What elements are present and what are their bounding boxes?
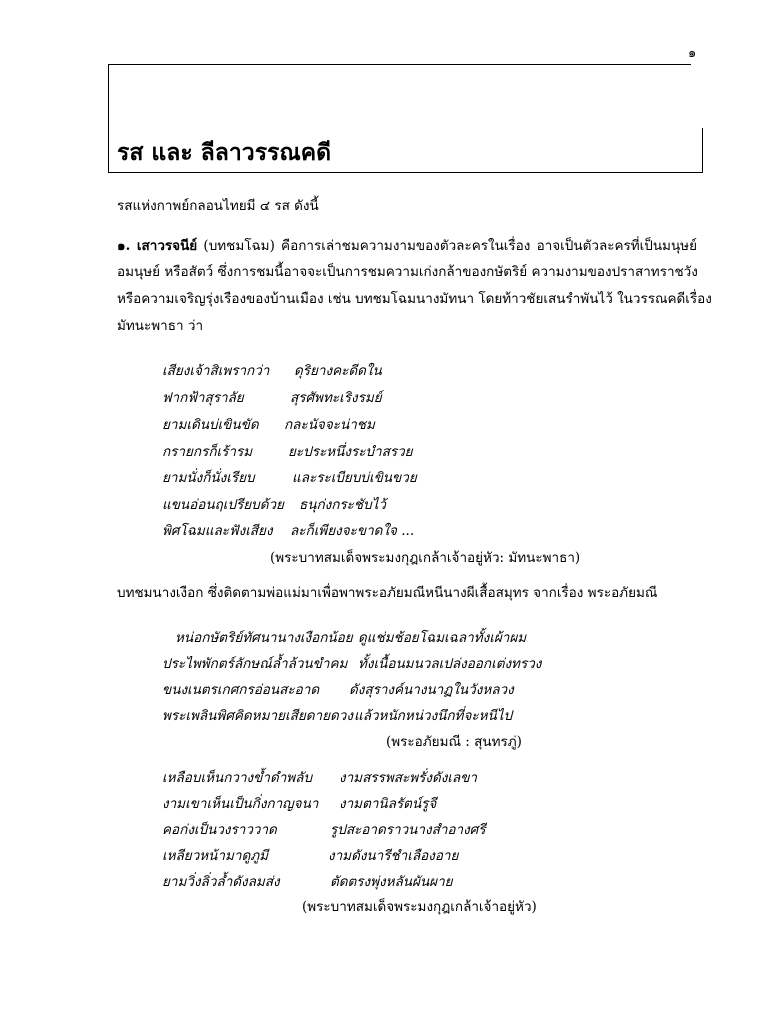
verse-second-half: งามดังนารีชำเลืองอาย	[328, 848, 459, 864]
verse-first-half: พิศโฉมและฟังเสียง	[162, 523, 273, 539]
section-1-line: อมนุษย์ หรือสัตว์ ซึ่งการชมนี้อาจจะเป็นการชมความเก่งกล้าของกษัตริย์ ความงามของปราสาทราชวัง	[117, 264, 698, 280]
verse-first-half: ฟากฟ้าสุราลัย	[162, 390, 244, 406]
verse-second-half: ตัดตรงพุ่งหลันผันผาย	[330, 874, 453, 890]
page-title: รส และ ลีลาวรรณคดี	[117, 139, 332, 166]
verse-first-half: แขนอ่อนฤเปรียบด้วย	[162, 497, 284, 513]
verse-second-half: แล้วหนักหน่วงนึกที่จะหนีไป	[354, 708, 513, 724]
title-frame	[108, 65, 703, 173]
verse-second-half: กละนัจจะน่าชม	[284, 417, 375, 433]
verse-first-half: ประไพพักตร์ลักษณ์ล้ำล้วนขำคม	[162, 656, 348, 672]
paragraph-2: บทชมนางเงือก ซึ่งติดตามพ่อแม่มาเพื่อพาพระอภัยมณีหนีนางผีเสื้อสมุทร จากเรื่อง พระอภัยมณี	[117, 585, 658, 601]
section-1-text: (บทชมโฉม) คือการเล่าชมความงามของตัวละครในเรื่อง อาจเป็นตัวละครที่เป็นมนุษย์	[197, 238, 697, 254]
verse-first-half: เหลียวหน้ามาดูภูมี	[162, 848, 269, 864]
verse-first-half: ยามวิ่งลิ่วล้ำดังลมส่ง	[162, 874, 280, 890]
verse-first-half: ยามนั่งก็นั่งเรียบ	[162, 470, 255, 486]
verse-second-half: งามตานิลรัตน์รูจี	[339, 796, 437, 812]
verse-first-half: หน่อกษัตริย์ทัศนานางเงือกน้อย	[175, 630, 353, 646]
poem-1-source: (พระบาทสมเด็จพระมงกุฎเกล้าเจ้าอยู่หัว: มัทนะพาธา)	[270, 550, 581, 566]
page-number: ๑	[688, 46, 697, 61]
section-1-line: มัทนะพาธา ว่า	[117, 318, 204, 334]
verse-second-half: รูปสะอาดราวนางสำอางศรี	[330, 822, 486, 838]
intro-line: รสแห่งกาพย์กลอนไทยมี ๔ รส ดังนี้	[117, 198, 319, 214]
section-1-line	[117, 240, 697, 254]
verse-first-half: คอก่งเป็นวงราววาด	[162, 822, 277, 838]
verse-second-half: และระเบียบบ่เขินขวย	[292, 470, 417, 486]
poem-3-source: (พระบาทสมเด็จพระมงกุฎเกล้าเจ้าอยู่หัว)	[302, 899, 537, 915]
poem-2-source: (พระอภัยมณี : สุนทรภู่)	[386, 734, 522, 750]
section-1-line: หรือความเจริญรุ่งเรืองของบ้านเมือง เช่น บทชมโฉมนางมัทนา โดยท้าวชัยเสนรำพันไว้ ในวรรณคดีเรื่อง	[117, 291, 712, 307]
verse-first-half: ขนงเนตรเกศกรอ่อนสะอาด	[162, 682, 320, 698]
verse-first-half: พระเพลินพิศคิดหมายเสียดายดวง	[162, 708, 353, 724]
verse-second-half: ธนุก่งกระชับไว้	[299, 497, 387, 513]
verse-second-half: ทั้งเนื้อนมนวลเปล่งออกเต่งทรวง	[358, 656, 542, 672]
verse-first-half: กรายกรก็เร้ารม	[162, 444, 253, 460]
verse-second-half: ดุริยางคะดีดใน	[294, 363, 382, 379]
verse-second-half: ดังสุรางค์นางนาฏในวังหลวง	[349, 682, 514, 698]
verse-second-half: ดูแช่มช้อยโฉมเฉลาทั้งเผ้าผม	[358, 630, 527, 646]
verse-second-half: สุรศัพทะเริงรมย์	[290, 390, 382, 406]
verse-first-half: เหลือบเห็นกวางข้ำดำพลับ	[162, 770, 313, 786]
verse-second-half: ละก็เพียงจะขาดใจ ...	[290, 523, 415, 539]
verse-second-half: งามสรรพสะพรั่งดังเลขา	[339, 770, 477, 786]
verse-first-half: งามเขาเห็นเป็นกิ่งกาญจนา	[162, 796, 319, 812]
section-1-heading: ๑. เสาวรจนีย์	[117, 238, 198, 254]
verse-first-half: เสียงเจ้าสิเพรากว่า	[162, 363, 270, 379]
title-frame-right-edge	[702, 128, 703, 172]
verse-second-half: ยะประหนึ่งระบำสรวย	[288, 444, 413, 460]
verse-first-half: ยามเดินบ่เขินขัด	[162, 417, 259, 433]
